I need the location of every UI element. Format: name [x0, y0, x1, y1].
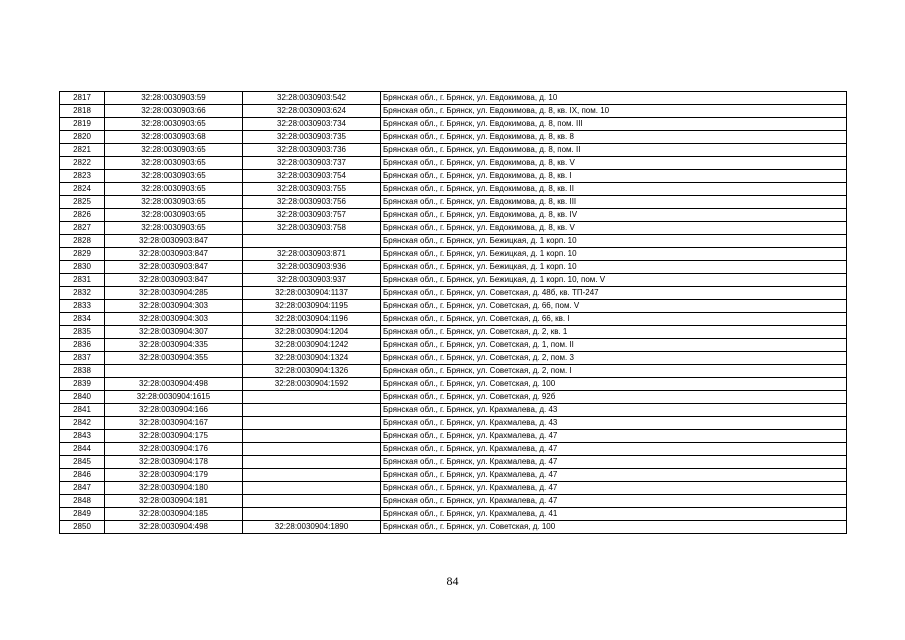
table-row — [60, 508, 847, 521]
object-number-cell: 32:28:0030903:737 — [243, 157, 381, 170]
row-number-cell: 2840 — [60, 391, 105, 404]
address-cell: Брянская обл., г. Брянск, ул. Крахмалева, д. 47 — [381, 495, 847, 508]
table-row — [60, 157, 847, 170]
address-cell: Брянская обл., г. Брянск, ул. Бежицкая, д. 1 корп. 10 — [381, 235, 847, 248]
object-number-cell: 32:28:0030904:1324 — [243, 352, 381, 365]
address-cell: Брянская обл., г. Брянск, ул. Крахмалева, д. 47 — [381, 430, 847, 443]
table-row — [60, 170, 847, 183]
parcel-number-cell: 32:28:0030903:65 — [105, 183, 243, 196]
table-row — [60, 430, 847, 443]
table-row — [60, 456, 847, 469]
table-row — [60, 118, 847, 131]
address-cell: Брянская обл., г. Брянск, ул. Евдокимова, д. 8, кв. 8 — [381, 131, 847, 144]
table-row — [60, 92, 847, 105]
address-cell: Брянская обл., г. Брянск, ул. Крахмалева, д. 43 — [381, 404, 847, 417]
address-cell: Брянская обл., г. Брянск, ул. Евдокимова, д. 8, кв. V — [381, 157, 847, 170]
parcel-number-cell: 32:28:0030903:847 — [105, 274, 243, 287]
table-row — [60, 235, 847, 248]
table-row — [60, 495, 847, 508]
parcel-number-cell: 32:28:0030903:847 — [105, 261, 243, 274]
parcel-number-cell: 32:28:0030903:65 — [105, 170, 243, 183]
table-row — [60, 144, 847, 157]
object-number-cell: 32:28:0030904:1204 — [243, 326, 381, 339]
cadastral-table — [59, 91, 847, 534]
row-number-cell: 2831 — [60, 274, 105, 287]
parcel-number-cell: 32:28:0030903:65 — [105, 196, 243, 209]
object-number-cell — [243, 417, 381, 430]
row-number-cell: 2842 — [60, 417, 105, 430]
parcel-number-cell: 32:28:0030903:65 — [105, 144, 243, 157]
row-number-cell: 2847 — [60, 482, 105, 495]
object-number-cell — [243, 404, 381, 417]
object-number-cell — [243, 456, 381, 469]
row-number-cell: 2829 — [60, 248, 105, 261]
row-number-cell: 2848 — [60, 495, 105, 508]
address-cell: Брянская обл., г. Брянск, ул. Евдокимова, д. 8, кв. V — [381, 222, 847, 235]
object-number-cell — [243, 391, 381, 404]
parcel-number-cell — [105, 365, 243, 378]
address-cell: Брянская обл., г. Брянск, ул. Евдокимова, д. 10 — [381, 92, 847, 105]
parcel-number-cell: 32:28:0030904:1615 — [105, 391, 243, 404]
row-number-cell: 2833 — [60, 300, 105, 313]
parcel-number-cell: 32:28:0030904:355 — [105, 352, 243, 365]
object-number-cell: 32:28:0030904:1196 — [243, 313, 381, 326]
address-cell: Брянская обл., г. Брянск, ул. Евдокимова, д. 8, пом. III — [381, 118, 847, 131]
row-number-cell: 2817 — [60, 92, 105, 105]
table-row — [60, 365, 847, 378]
object-number-cell: 32:28:0030903:754 — [243, 170, 381, 183]
row-number-cell: 2843 — [60, 430, 105, 443]
object-number-cell: 32:28:0030903:542 — [243, 92, 381, 105]
object-number-cell: 32:28:0030904:1592 — [243, 378, 381, 391]
table-row — [60, 300, 847, 313]
address-cell: Брянская обл., г. Брянск, ул. Советская, д. 2, кв. 1 — [381, 326, 847, 339]
address-cell: Брянская обл., г. Брянск, ул. Евдокимова, д. 8, кв. IX, пом. 10 — [381, 105, 847, 118]
row-number-cell: 2849 — [60, 508, 105, 521]
object-number-cell: 32:28:0030903:736 — [243, 144, 381, 157]
parcel-number-cell: 32:28:0030904:498 — [105, 378, 243, 391]
address-cell: Брянская обл., г. Брянск, ул. Евдокимова, д. 8, кв. III — [381, 196, 847, 209]
row-number-cell: 2824 — [60, 183, 105, 196]
parcel-number-cell: 32:28:0030904:175 — [105, 430, 243, 443]
object-number-cell: 32:28:0030903:936 — [243, 261, 381, 274]
object-number-cell: 32:28:0030903:937 — [243, 274, 381, 287]
object-number-cell: 32:28:0030903:871 — [243, 248, 381, 261]
cadastral-table-body — [60, 92, 847, 534]
page-number: 84 — [446, 574, 459, 588]
parcel-number-cell: 32:28:0030904:176 — [105, 443, 243, 456]
parcel-number-cell: 32:28:0030904:185 — [105, 508, 243, 521]
table-row — [60, 183, 847, 196]
address-cell: Брянская обл., г. Брянск, ул. Евдокимова, д. 8, кв. II — [381, 183, 847, 196]
parcel-number-cell: 32:28:0030904:285 — [105, 287, 243, 300]
object-number-cell — [243, 508, 381, 521]
object-number-cell — [243, 482, 381, 495]
row-number-cell: 2844 — [60, 443, 105, 456]
parcel-number-cell: 32:28:0030903:847 — [105, 248, 243, 261]
parcel-number-cell: 32:28:0030903:66 — [105, 105, 243, 118]
table-row — [60, 469, 847, 482]
table-row — [60, 274, 847, 287]
address-cell: Брянская обл., г. Брянск, ул. Советская, д. 100 — [381, 521, 847, 534]
table-row — [60, 326, 847, 339]
parcel-number-cell: 32:28:0030903:847 — [105, 235, 243, 248]
object-number-cell: 32:28:0030903:624 — [243, 105, 381, 118]
address-cell: Брянская обл., г. Брянск, ул. Бежицкая, д. 1 корп. 10 — [381, 261, 847, 274]
table-row — [60, 209, 847, 222]
object-number-cell — [243, 430, 381, 443]
object-number-cell: 32:28:0030904:1137 — [243, 287, 381, 300]
row-number-cell: 2845 — [60, 456, 105, 469]
address-cell: Брянская обл., г. Брянск, ул. Евдокимова, д. 8, пом. II — [381, 144, 847, 157]
address-cell: Брянская обл., г. Брянск, ул. Крахмалева, д. 43 — [381, 417, 847, 430]
table-row — [60, 339, 847, 352]
row-number-cell: 2850 — [60, 521, 105, 534]
address-cell: Брянская обл., г. Брянск, ул. Крахмалева, д. 47 — [381, 482, 847, 495]
row-number-cell: 2839 — [60, 378, 105, 391]
row-number-cell: 2822 — [60, 157, 105, 170]
parcel-number-cell: 32:28:0030904:178 — [105, 456, 243, 469]
parcel-number-cell: 32:28:0030904:307 — [105, 326, 243, 339]
address-cell: Брянская обл., г. Брянск, ул. Советская, д. 92б — [381, 391, 847, 404]
parcel-number-cell: 32:28:0030904:166 — [105, 404, 243, 417]
table-row — [60, 482, 847, 495]
row-number-cell: 2823 — [60, 170, 105, 183]
table-row — [60, 391, 847, 404]
row-number-cell: 2830 — [60, 261, 105, 274]
address-cell: Брянская обл., г. Брянск, ул. Советская, д. 1, пом. II — [381, 339, 847, 352]
parcel-number-cell: 32:28:0030904:303 — [105, 313, 243, 326]
object-number-cell: 32:28:0030903:755 — [243, 183, 381, 196]
row-number-cell: 2820 — [60, 131, 105, 144]
table-row — [60, 352, 847, 365]
table-row — [60, 131, 847, 144]
object-number-cell — [243, 495, 381, 508]
row-number-cell: 2835 — [60, 326, 105, 339]
parcel-number-cell: 32:28:0030903:59 — [105, 92, 243, 105]
address-cell: Брянская обл., г. Брянск, ул. Крахмалева, д. 41 — [381, 508, 847, 521]
row-number-cell: 2821 — [60, 144, 105, 157]
row-number-cell: 2819 — [60, 118, 105, 131]
table-row — [60, 417, 847, 430]
parcel-number-cell: 32:28:0030904:335 — [105, 339, 243, 352]
object-number-cell: 32:28:0030903:734 — [243, 118, 381, 131]
parcel-number-cell: 32:28:0030903:65 — [105, 118, 243, 131]
address-cell: Брянская обл., г. Брянск, ул. Евдокимова, д. 8, кв. IV — [381, 209, 847, 222]
table-row — [60, 261, 847, 274]
row-number-cell: 2832 — [60, 287, 105, 300]
table-row — [60, 404, 847, 417]
parcel-number-cell: 32:28:0030904:180 — [105, 482, 243, 495]
row-number-cell: 2828 — [60, 235, 105, 248]
parcel-number-cell: 32:28:0030904:303 — [105, 300, 243, 313]
object-number-cell: 32:28:0030903:757 — [243, 209, 381, 222]
address-cell: Брянская обл., г. Брянск, ул. Бежицкая, д. 1 корп. 10, пом. V — [381, 274, 847, 287]
parcel-number-cell: 32:28:0030903:65 — [105, 222, 243, 235]
row-number-cell: 2836 — [60, 339, 105, 352]
address-cell: Брянская обл., г. Брянск, ул. Крахмалева, д. 47 — [381, 443, 847, 456]
address-cell: Брянская обл., г. Брянск, ул. Советская, д. 48б, кв. ТП-247 — [381, 287, 847, 300]
address-cell: Брянская обл., г. Брянск, ул. Крахмалева, д. 47 — [381, 469, 847, 482]
row-number-cell: 2838 — [60, 365, 105, 378]
address-cell: Брянская обл., г. Брянск, ул. Советская, д. 2, пом. 3 — [381, 352, 847, 365]
table-row — [60, 313, 847, 326]
address-cell: Брянская обл., г. Брянск, ул. Евдокимова, д. 8, кв. I — [381, 170, 847, 183]
parcel-number-cell: 32:28:0030903:65 — [105, 157, 243, 170]
row-number-cell: 2841 — [60, 404, 105, 417]
object-number-cell — [243, 235, 381, 248]
address-cell: Брянская обл., г. Брянск, ул. Советская, д. 66, кв. I — [381, 313, 847, 326]
parcel-number-cell: 32:28:0030903:68 — [105, 131, 243, 144]
document-page — [59, 91, 846, 534]
table-row — [60, 196, 847, 209]
table-row — [60, 105, 847, 118]
row-number-cell: 2818 — [60, 105, 105, 118]
row-number-cell: 2825 — [60, 196, 105, 209]
table-row — [60, 378, 847, 391]
address-cell: Брянская обл., г. Брянск, ул. Советская, д. 66, пом. V — [381, 300, 847, 313]
address-cell: Брянская обл., г. Брянск, ул. Бежицкая, д. 1 корп. 10 — [381, 248, 847, 261]
object-number-cell: 32:28:0030904:1242 — [243, 339, 381, 352]
object-number-cell — [243, 443, 381, 456]
row-number-cell: 2827 — [60, 222, 105, 235]
parcel-number-cell: 32:28:0030904:179 — [105, 469, 243, 482]
object-number-cell: 32:28:0030904:1326 — [243, 365, 381, 378]
parcel-number-cell: 32:28:0030903:65 — [105, 209, 243, 222]
parcel-number-cell: 32:28:0030904:167 — [105, 417, 243, 430]
parcel-number-cell: 32:28:0030904:181 — [105, 495, 243, 508]
row-number-cell: 2837 — [60, 352, 105, 365]
address-cell: Брянская обл., г. Брянск, ул. Крахмалева, д. 47 — [381, 456, 847, 469]
row-number-cell: 2834 — [60, 313, 105, 326]
object-number-cell: 32:28:0030904:1195 — [243, 300, 381, 313]
parcel-number-cell: 32:28:0030904:498 — [105, 521, 243, 534]
row-number-cell: 2826 — [60, 209, 105, 222]
object-number-cell: 32:28:0030903:735 — [243, 131, 381, 144]
object-number-cell: 32:28:0030904:1890 — [243, 521, 381, 534]
row-number-cell: 2846 — [60, 469, 105, 482]
object-number-cell: 32:28:0030903:756 — [243, 196, 381, 209]
object-number-cell — [243, 469, 381, 482]
table-row — [60, 248, 847, 261]
table-row — [60, 443, 847, 456]
table-row — [60, 521, 847, 534]
object-number-cell: 32:28:0030903:758 — [243, 222, 381, 235]
address-cell: Брянская обл., г. Брянск, ул. Советская, д. 2, пом. I — [381, 365, 847, 378]
table-row — [60, 287, 847, 300]
address-cell: Брянская обл., г. Брянск, ул. Советская, д. 100 — [381, 378, 847, 391]
table-row — [60, 222, 847, 235]
